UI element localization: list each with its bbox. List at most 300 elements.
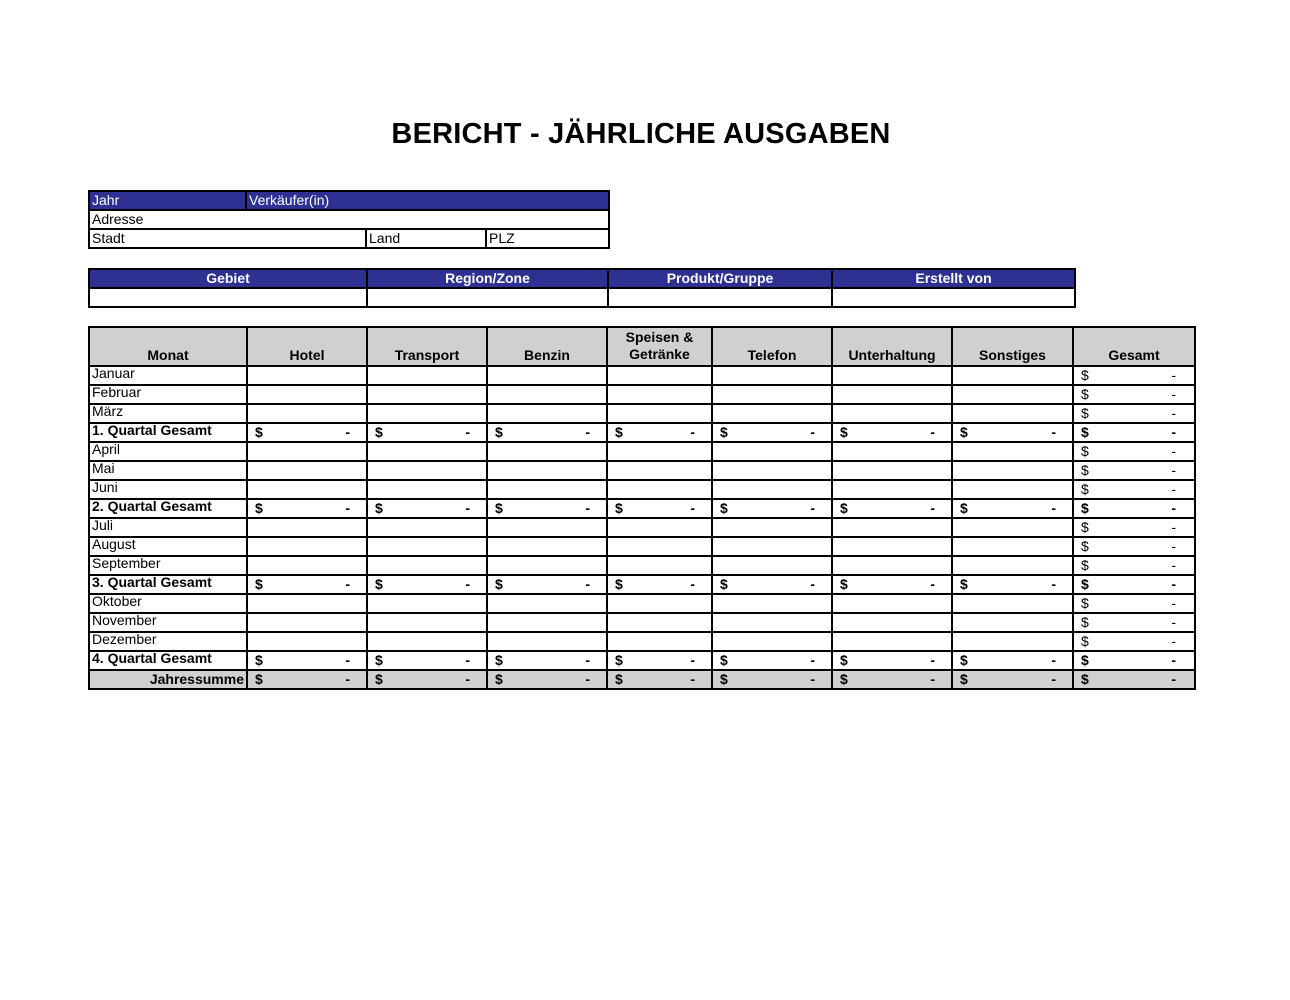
currency-symbol: $ (840, 500, 848, 516)
amount-cell[interactable] (952, 575, 1073, 594)
amount-cell[interactable] (952, 651, 1073, 670)
amount-cell[interactable] (487, 499, 607, 518)
amount-value: - (1171, 519, 1176, 535)
amount-cell[interactable] (1073, 575, 1195, 594)
input-cell[interactable] (487, 461, 607, 480)
amount-value: - (1171, 633, 1176, 649)
amount-value: - (1051, 671, 1056, 687)
amount-cell[interactable] (247, 423, 367, 442)
input-cell[interactable] (952, 385, 1073, 404)
input-cell[interactable] (367, 404, 487, 423)
currency-symbol: $ (840, 671, 848, 687)
input-cell[interactable] (367, 442, 487, 461)
currency-symbol: $ (960, 424, 968, 440)
amount-value: - (585, 500, 590, 516)
amount-value: - (585, 671, 590, 687)
currency-symbol: $ (1081, 595, 1089, 611)
amount-value: - (585, 652, 590, 668)
input-cell[interactable] (487, 594, 607, 613)
input-cell[interactable] (832, 632, 952, 651)
amount-value: - (1171, 481, 1176, 497)
input-cell[interactable] (487, 518, 607, 537)
currency-symbol: $ (960, 671, 968, 687)
jahr-cell[interactable]: Jahr (89, 191, 246, 210)
table-row (89, 404, 1195, 423)
table-row (89, 651, 1195, 670)
input-cell[interactable] (712, 613, 832, 632)
amount-value: - (345, 424, 350, 440)
input-cell[interactable] (367, 613, 487, 632)
amount-cell[interactable] (487, 670, 607, 689)
input-cell[interactable] (247, 556, 367, 575)
input-cell[interactable] (712, 366, 832, 385)
currency-symbol: $ (960, 500, 968, 516)
row-label: Jahressumme (89, 670, 247, 689)
land-cell[interactable]: Land (366, 229, 486, 248)
input-cell[interactable] (487, 537, 607, 556)
amount-cell[interactable] (832, 499, 952, 518)
input-cell[interactable] (487, 480, 607, 499)
row-label: 2. Quartal Gesamt (89, 499, 247, 518)
amount-cell[interactable] (247, 651, 367, 670)
currency-symbol: $ (495, 576, 503, 592)
page-title: BERICHT - JÄHRLICHE AUSGABEN (391, 118, 891, 150)
currency-symbol: $ (1081, 386, 1089, 402)
currency-symbol: $ (1081, 367, 1089, 383)
input-cell[interactable] (367, 366, 487, 385)
amount-cell[interactable] (952, 423, 1073, 442)
amount-value: - (465, 652, 470, 668)
currency-symbol: $ (495, 652, 503, 668)
amount-cell[interactable] (1073, 556, 1195, 575)
input-cell[interactable] (487, 632, 607, 651)
amount-cell[interactable] (367, 575, 487, 594)
currency-symbol: $ (375, 500, 383, 516)
currency-symbol: $ (1081, 424, 1089, 440)
currency-symbol: $ (375, 652, 383, 668)
table-row (89, 461, 1195, 480)
input-cell[interactable] (952, 442, 1073, 461)
table-row (89, 518, 1195, 537)
amount-cell[interactable] (1073, 461, 1195, 480)
input-cell[interactable] (952, 594, 1073, 613)
input-cell[interactable] (607, 461, 712, 480)
table-row (89, 632, 1195, 651)
amount-cell[interactable] (712, 575, 832, 594)
currency-symbol: $ (720, 576, 728, 592)
amount-cell[interactable] (1073, 442, 1195, 461)
input-cell[interactable] (487, 556, 607, 575)
input-cell[interactable] (607, 632, 712, 651)
input-cell[interactable] (607, 556, 712, 575)
amount-value: - (1171, 405, 1176, 421)
input-cell[interactable] (247, 632, 367, 651)
col-header-unterhaltung: Unterhaltung (832, 327, 952, 366)
amount-cell[interactable] (1073, 651, 1195, 670)
amount-value: - (1051, 652, 1056, 668)
table-row (89, 480, 1195, 499)
currency-symbol: $ (1081, 462, 1089, 478)
input-cell[interactable] (952, 480, 1073, 499)
input-cell[interactable] (712, 480, 832, 499)
amount-cell[interactable] (1073, 366, 1195, 385)
amount-value: - (1171, 538, 1176, 554)
produkt-header: Produkt/Gruppe (608, 269, 832, 288)
gebiet-header: Gebiet (89, 269, 367, 288)
amount-cell[interactable] (1073, 594, 1195, 613)
table-row (89, 556, 1195, 575)
input-cell[interactable] (247, 537, 367, 556)
input-cell[interactable] (367, 632, 487, 651)
input-cell[interactable] (832, 461, 952, 480)
input-cell[interactable] (952, 518, 1073, 537)
amount-cell[interactable] (1073, 518, 1195, 537)
amount-value: - (810, 500, 815, 516)
amount-cell[interactable] (1073, 499, 1195, 518)
row-label: März (89, 404, 247, 423)
amount-value: - (810, 652, 815, 668)
amount-value: - (345, 576, 350, 592)
currency-symbol: $ (255, 424, 263, 440)
currency-symbol: $ (615, 652, 623, 668)
input-cell[interactable] (832, 366, 952, 385)
input-cell[interactable] (832, 442, 952, 461)
input-cell[interactable] (952, 366, 1073, 385)
input-cell[interactable] (607, 366, 712, 385)
input-cell[interactable] (712, 442, 832, 461)
currency-symbol: $ (615, 500, 623, 516)
table-row (89, 670, 1195, 689)
amount-cell[interactable] (487, 423, 607, 442)
amount-value: - (1171, 614, 1176, 630)
input-cell[interactable] (832, 480, 952, 499)
row-label: 3. Quartal Gesamt (89, 575, 247, 594)
amount-cell[interactable] (367, 423, 487, 442)
input-cell[interactable] (367, 556, 487, 575)
input-cell[interactable] (367, 385, 487, 404)
input-cell[interactable] (607, 594, 712, 613)
amount-value: - (690, 576, 695, 592)
currency-symbol: $ (1081, 614, 1089, 630)
amount-cell[interactable] (607, 651, 712, 670)
region-value[interactable] (367, 288, 608, 307)
input-cell[interactable] (712, 518, 832, 537)
table-row (89, 537, 1195, 556)
amount-cell[interactable] (247, 575, 367, 594)
amount-value: - (690, 652, 695, 668)
input-cell[interactable] (607, 385, 712, 404)
input-cell[interactable] (247, 385, 367, 404)
input-cell[interactable] (367, 480, 487, 499)
currency-symbol: $ (1081, 500, 1089, 516)
amount-value: - (930, 652, 935, 668)
col-header-monat: Monat (89, 327, 247, 366)
input-cell[interactable] (712, 594, 832, 613)
amount-value: - (810, 424, 815, 440)
row-label: September (89, 556, 247, 575)
input-cell[interactable] (607, 404, 712, 423)
erstellt-header: Erstellt von (832, 269, 1075, 288)
row-label: Dezember (89, 632, 247, 651)
amount-cell[interactable] (1073, 632, 1195, 651)
col-header-hotel: Hotel (247, 327, 367, 366)
amount-cell[interactable] (607, 423, 712, 442)
input-cell[interactable] (832, 594, 952, 613)
row-label: August (89, 537, 247, 556)
input-cell[interactable] (952, 556, 1073, 575)
amount-value: - (465, 500, 470, 516)
row-label: Februar (89, 385, 247, 404)
amount-cell[interactable] (1073, 670, 1195, 689)
input-cell[interactable] (832, 556, 952, 575)
input-cell[interactable] (952, 632, 1073, 651)
amount-value: - (1171, 576, 1176, 592)
amount-cell[interactable] (1073, 385, 1195, 404)
amount-cell[interactable] (712, 651, 832, 670)
currency-symbol: $ (1081, 519, 1089, 535)
amount-value: - (930, 424, 935, 440)
input-cell[interactable] (832, 385, 952, 404)
amount-value: - (1171, 595, 1176, 611)
amount-cell[interactable] (952, 499, 1073, 518)
produkt-value[interactable] (608, 288, 832, 307)
amount-value: - (465, 576, 470, 592)
input-cell[interactable] (712, 556, 832, 575)
currency-symbol: $ (960, 576, 968, 592)
table-row (89, 613, 1195, 632)
amount-cell[interactable] (712, 670, 832, 689)
col-header-transport: Transport (367, 327, 487, 366)
currency-symbol: $ (255, 576, 263, 592)
adresse-cell[interactable]: Adresse (89, 210, 609, 229)
amount-value: - (690, 424, 695, 440)
amount-cell[interactable] (712, 423, 832, 442)
col-header-benzin: Benzin (487, 327, 607, 366)
input-cell[interactable] (487, 385, 607, 404)
currency-symbol: $ (1081, 652, 1089, 668)
currency-symbol: $ (1081, 481, 1089, 497)
input-cell[interactable] (607, 518, 712, 537)
input-cell[interactable] (832, 537, 952, 556)
currency-symbol: $ (1081, 633, 1089, 649)
currency-symbol: $ (1081, 443, 1089, 459)
meta-table (88, 268, 1076, 308)
input-cell[interactable] (367, 537, 487, 556)
row-label: Juli (89, 518, 247, 537)
row-label: Mai (89, 461, 247, 480)
input-cell[interactable] (247, 366, 367, 385)
currency-symbol: $ (840, 652, 848, 668)
amount-value: - (810, 576, 815, 592)
amount-value: - (1171, 386, 1176, 402)
currency-symbol: $ (1081, 671, 1089, 687)
amount-cell[interactable] (712, 499, 832, 518)
amount-cell[interactable] (1073, 537, 1195, 556)
input-cell[interactable] (247, 480, 367, 499)
amount-cell[interactable] (832, 670, 952, 689)
amount-cell[interactable] (1073, 423, 1195, 442)
row-label: 1. Quartal Gesamt (89, 423, 247, 442)
input-cell[interactable] (952, 537, 1073, 556)
info-table (88, 190, 610, 249)
amount-value: - (690, 671, 695, 687)
currency-symbol: $ (615, 424, 623, 440)
input-cell[interactable] (247, 404, 367, 423)
amount-cell[interactable] (367, 499, 487, 518)
currency-symbol: $ (375, 671, 383, 687)
col-header-sonstiges: Sonstiges (952, 327, 1073, 366)
expense-table (88, 326, 1196, 690)
table-row (89, 575, 1195, 594)
row-label: Juni (89, 480, 247, 499)
currency-symbol: $ (720, 424, 728, 440)
input-cell[interactable] (712, 537, 832, 556)
table-body (89, 366, 1195, 689)
region-header: Region/Zone (367, 269, 608, 288)
input-cell[interactable] (247, 461, 367, 480)
input-cell[interactable] (247, 518, 367, 537)
amount-cell[interactable] (247, 499, 367, 518)
amount-cell[interactable] (367, 651, 487, 670)
amount-value: - (585, 424, 590, 440)
amount-value: - (1171, 443, 1176, 459)
amount-value: - (1171, 367, 1176, 383)
table-row (89, 366, 1195, 385)
col-header-gesamt: Gesamt (1073, 327, 1195, 366)
table-row (89, 499, 1195, 518)
amount-cell[interactable] (247, 670, 367, 689)
amount-value: - (585, 576, 590, 592)
table-row (89, 442, 1195, 461)
row-label: November (89, 613, 247, 632)
currency-symbol: $ (375, 576, 383, 592)
amount-cell[interactable] (487, 651, 607, 670)
amount-value: - (1051, 576, 1056, 592)
amount-value: - (465, 671, 470, 687)
input-cell[interactable] (712, 404, 832, 423)
input-cell[interactable] (487, 442, 607, 461)
col-header-speisen: Speisen & Getränke (607, 327, 712, 366)
input-cell[interactable] (952, 461, 1073, 480)
input-cell[interactable] (607, 613, 712, 632)
input-cell[interactable] (832, 404, 952, 423)
gebiet-value[interactable] (89, 288, 367, 307)
input-cell[interactable] (712, 385, 832, 404)
table-row (89, 594, 1195, 613)
input-cell[interactable] (247, 442, 367, 461)
currency-symbol: $ (1081, 405, 1089, 421)
input-cell[interactable] (832, 518, 952, 537)
currency-symbol: $ (1081, 538, 1089, 554)
amount-value: - (1171, 652, 1176, 668)
currency-symbol: $ (495, 500, 503, 516)
amount-value: - (345, 652, 350, 668)
amount-value: - (345, 500, 350, 516)
amount-cell[interactable] (832, 575, 952, 594)
verkaeufer-cell[interactable]: Verkäufer(in) (246, 191, 609, 210)
row-label: Januar (89, 366, 247, 385)
amount-cell[interactable] (487, 575, 607, 594)
amount-value: - (1171, 500, 1176, 516)
input-cell[interactable] (607, 537, 712, 556)
input-cell[interactable] (712, 461, 832, 480)
amount-value: - (810, 671, 815, 687)
amount-cell[interactable] (367, 670, 487, 689)
currency-symbol: $ (720, 500, 728, 516)
amount-value: - (1171, 462, 1176, 478)
amount-cell[interactable] (1073, 613, 1195, 632)
currency-symbol: $ (495, 671, 503, 687)
table-row (89, 385, 1195, 404)
amount-cell[interactable] (607, 670, 712, 689)
currency-symbol: $ (840, 424, 848, 440)
amount-cell[interactable] (1073, 480, 1195, 499)
amount-value: - (930, 671, 935, 687)
input-cell[interactable] (712, 632, 832, 651)
input-cell[interactable] (367, 594, 487, 613)
erstellt-value[interactable] (832, 288, 1075, 307)
input-cell[interactable] (607, 442, 712, 461)
input-cell[interactable] (367, 518, 487, 537)
amount-value: - (345, 671, 350, 687)
amount-value: - (1051, 424, 1056, 440)
input-cell[interactable] (367, 461, 487, 480)
input-cell[interactable] (247, 613, 367, 632)
table-row (89, 423, 1195, 442)
input-cell[interactable] (247, 594, 367, 613)
currency-symbol: $ (255, 671, 263, 687)
input-cell[interactable] (607, 480, 712, 499)
amount-value: - (1171, 557, 1176, 573)
input-cell[interactable] (487, 366, 607, 385)
amount-cell[interactable] (832, 651, 952, 670)
row-label: April (89, 442, 247, 461)
plz-cell[interactable]: PLZ (486, 229, 609, 248)
currency-symbol: $ (615, 576, 623, 592)
amount-value: - (930, 576, 935, 592)
currency-symbol: $ (960, 652, 968, 668)
row-label: Oktober (89, 594, 247, 613)
row-label: 4. Quartal Gesamt (89, 651, 247, 670)
stadt-cell[interactable]: Stadt (89, 229, 366, 248)
currency-symbol: $ (1081, 557, 1089, 573)
input-cell[interactable] (832, 613, 952, 632)
currency-symbol: $ (255, 500, 263, 516)
amount-cell[interactable] (952, 670, 1073, 689)
input-cell[interactable] (487, 404, 607, 423)
amount-value: - (1051, 500, 1056, 516)
currency-symbol: $ (495, 424, 503, 440)
input-cell[interactable] (952, 404, 1073, 423)
amount-value: - (1171, 671, 1176, 687)
currency-symbol: $ (615, 671, 623, 687)
currency-symbol: $ (720, 671, 728, 687)
amount-cell[interactable] (607, 499, 712, 518)
currency-symbol: $ (1081, 576, 1089, 592)
input-cell[interactable] (952, 613, 1073, 632)
col-header-telefon: Telefon (712, 327, 832, 366)
amount-cell[interactable] (832, 423, 952, 442)
currency-symbol: $ (840, 576, 848, 592)
amount-cell[interactable] (1073, 404, 1195, 423)
amount-value: - (465, 424, 470, 440)
amount-cell[interactable] (607, 575, 712, 594)
currency-symbol: $ (255, 652, 263, 668)
currency-symbol: $ (720, 652, 728, 668)
amount-value: - (690, 500, 695, 516)
input-cell[interactable] (487, 613, 607, 632)
amount-value: - (1171, 424, 1176, 440)
